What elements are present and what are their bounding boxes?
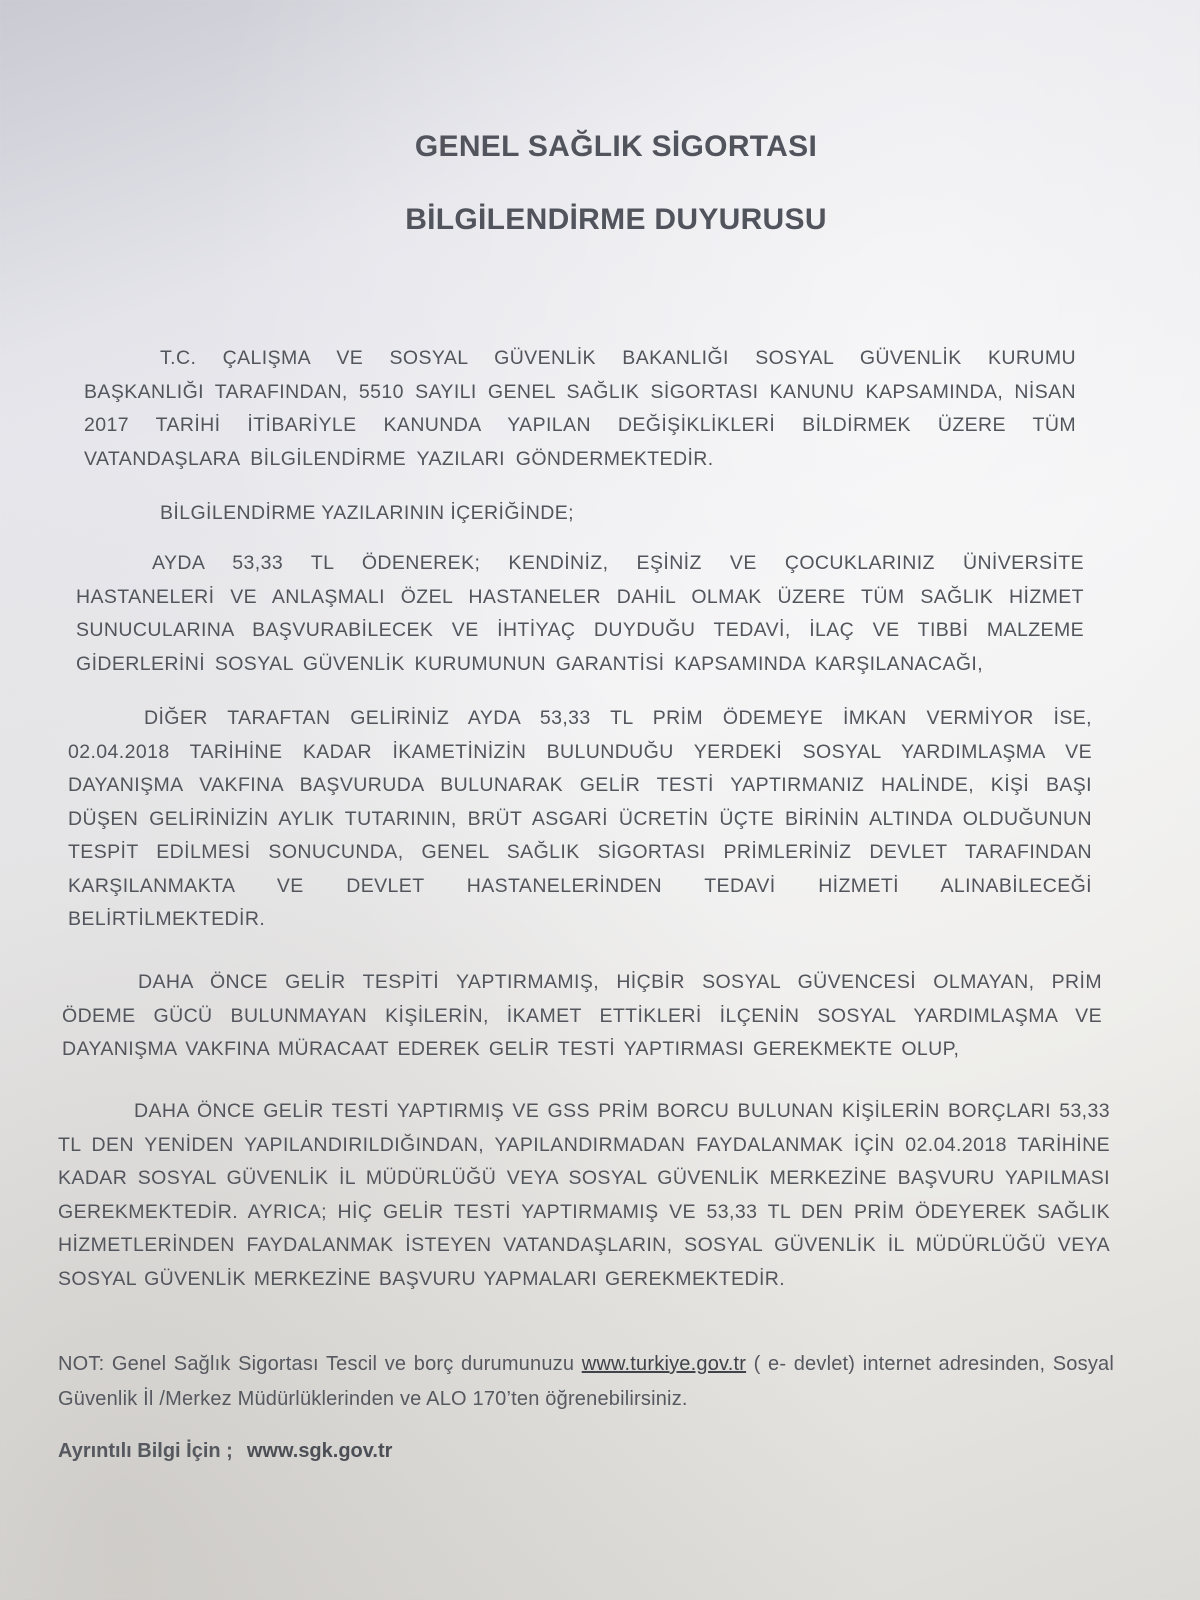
note-suffix: ( e- devlet) internet adresinden, Sosyal Güvenlik İl /Merkez Müdürlüklerinden ve ALO 170’ten öğrenebilirsiniz. — [58, 1353, 1115, 1410]
more-info-label: Ayrıntılı Bilgi İçin ; — [58, 1440, 233, 1462]
paragraph-4-text: DİĞER TARAFTAN GELİRİNİZ AYDA 53,33 TL PRİM ÖDEMEYE İMKAN VERMİYOR İSE, 02.04.2018 TARİHİNE KADAR İKAMETİNİZİN BULUNDUĞU YERDEKİ SOSYAL YARDIMLAŞMA VE DAYANIŞMA VAKFINA BAŞVURUDA BULUNARAK GELİR TESTİ YAPTIRMANIZ HALİNDE, KİŞİ BAŞI DÜŞEN GELİRİNİZİN AYLIK TUTARININ, BRÜT ASGARİ ÜCRETİN ÜÇTE BİRİNİN ALTINDA OLDUĞUNUN TESPİT EDİLMESİ SONUCUNDA, GENEL SAĞLIK SİGORTASI PRİMLERİNİZ DEVLET TARAFINDAN KARŞILANMAKTA VE DEVLET HASTANELERİNDEN TEDAVİ HİZMETİ ALINABİLECEĞİ BELİRTİLMEKTEDİR. — [68, 707, 1092, 930]
paragraph-4 — [68, 702, 1092, 937]
note-prefix: NOT: Genel Sağlık Sigortası Tescil ve borç durumunuzu — [58, 1353, 575, 1375]
paragraph-6 — [58, 1095, 1110, 1296]
paragraph-1-text: T.C. ÇALIŞMA VE SOSYAL GÜVENLİK BAKANLIĞI SOSYAL GÜVENLİK KURUMU BAŞKANLIĞI TARAFINDAN, 5510 SAYILI GENEL SAĞLIK SİGORTASI KANUNU KAPSAMINDA, NİSAN 2017 TARİHİ İTİBARİYLE KANUNDA YAPILAN DEĞİŞİKLİKLERİ BİLDİRMEK ÜZERE TÜM VATANDAŞLARA BİLGİLENDİRME YAZILARI GÖNDERMEKTEDİR. — [84, 347, 1076, 470]
paragraph-3 — [76, 547, 1084, 681]
paragraph-5-text: DAHA ÖNCE GELİR TESPİTİ YAPTIRMAMIŞ, HİÇBİR SOSYAL GÜVENCESİ OLMAYAN, PRİM ÖDEME GÜCÜ BULUNMAYAN KİŞİLERİN, İKAMET ETTİKLERİ İLÇENİN SOSYAL YARDIMLAŞMA VE DAYANIŞMA VAKFINA MÜRACAAT EDEREK GELİR TESTİ YAPTIRMASI GEREKMEKTE OLUP, — [62, 971, 1102, 1060]
document-title: GENEL SAĞLIK SİGORTASI — [414, 130, 818, 163]
note-paragraph — [58, 1347, 1114, 1417]
document-subtitle: BİLGİLENDİRME DUYURUSU — [405, 203, 827, 236]
more-info-line — [58, 1440, 392, 1463]
sgk-website[interactable]: www.sgk.gov.tr — [246, 1440, 393, 1462]
paragraph-5 — [62, 966, 1102, 1067]
paragraph-6-text: DAHA ÖNCE GELİR TESTİ YAPTIRMIŞ VE GSS PRİM BORCU BULUNAN KİŞİLERİN BORÇLARI 53,33 TL DEN YENİDEN YAPILANDIRILDIĞINDAN, YAPILANDIRMADAN FAYDALANMAK İÇİN 02.04.2018 TARİHİNE KADAR SOSYAL GÜVENLİK İL MÜDÜRLÜĞÜ VEYA SOSYAL GÜVENLİK MERKEZİNE BAŞVURU YAPILMASI GEREKMEKTEDİR. AYRICA; HİÇ GELİR TESTİ YAPTIRMAMIŞ VE 53,33 TL DEN PRİM ÖDEYEREK SAĞLIK HİZMETLERİNDEN FAYDALANMAK İSTEYEN VATANDAŞLARIN, SOSYAL GÜVENLİK İL MÜDÜRLÜĞÜ VEYA SOSYAL GÜVENLİK MERKEZİNE BAŞVURU YAPMALARI GEREKMEKTEDİR. — [58, 1100, 1110, 1290]
paragraph-2-text: BİLGİLENDİRME YAZILARININ İÇERİĞİNDE; — [160, 502, 574, 524]
paragraph-1 — [84, 342, 1076, 476]
paragraph-3-text: AYDA 53,33 TL ÖDENEREK; KENDİNİZ, EŞİNİZ VE ÇOCUKLARINIZ ÜNİVERSİTE HASTANELERİ VE ANLAŞMALI ÖZEL HASTANELER DAHİL OLMAK ÜZERE TÜM SAĞLIK HİZMET SUNUCULARINA BAŞVURABİLECEK VE İHTİYAÇ DUYDUĞU TEDAVİ, İLAÇ VE TIBBİ MALZEME GİDERLERİNİ SOSYAL GÜVENLİK KURUMUNUN GARANTİSİ KAPSAMINDA KARŞILANACAĞI, — [76, 552, 1084, 675]
paragraph-2 — [84, 497, 1076, 531]
turkiye-gov-link[interactable]: www.turkiye.gov.tr — [581, 1353, 747, 1375]
